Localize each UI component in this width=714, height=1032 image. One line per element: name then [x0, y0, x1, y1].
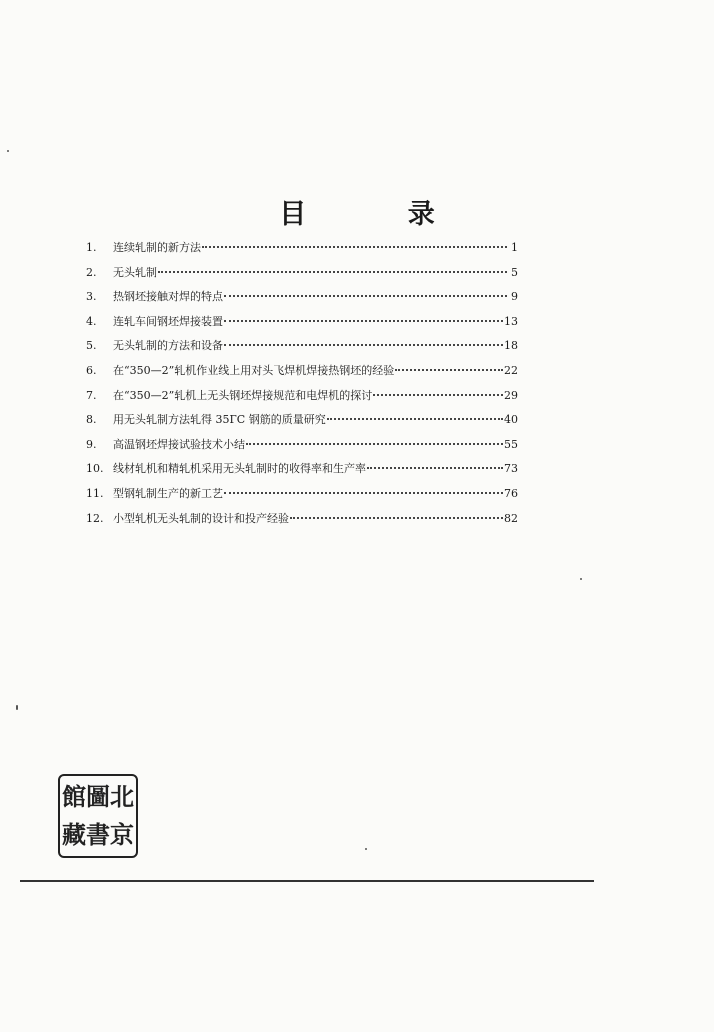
- toc-entry: [86, 266, 518, 291]
- toc-entry: [86, 487, 518, 512]
- toc-page: 82: [504, 511, 518, 525]
- stamp-char: 北: [110, 782, 134, 811]
- toc-number: 11.: [86, 486, 104, 500]
- library-seal-stamp: [58, 774, 138, 858]
- toc-title: 连续轧制的新方法: [113, 241, 201, 254]
- toc-number: 9.: [86, 437, 97, 451]
- toc-number: 3.: [86, 290, 97, 304]
- stamp-char: 京: [110, 820, 134, 849]
- stamp-char: 書: [86, 820, 110, 849]
- stamp-char: 藏: [62, 820, 86, 849]
- toc-number: 4.: [86, 314, 97, 328]
- toc-leader: [202, 246, 507, 248]
- toc-number: 6.: [86, 363, 97, 377]
- scan-speck: [580, 578, 582, 580]
- scan-speck: [365, 848, 367, 850]
- page-title: 目 录: [279, 199, 481, 230]
- toc-title: 在“350—2”轧机作业线上用对头飞焊机焊接热钢坯的经验: [113, 363, 395, 377]
- toc-page: 5: [511, 265, 518, 279]
- toc-number: 10.: [86, 462, 104, 476]
- toc-leader: [158, 271, 507, 273]
- toc-page: 18: [504, 339, 518, 353]
- toc-title: 无头轧制的方法和设备: [113, 339, 223, 353]
- toc-entry: [86, 462, 518, 487]
- toc-page: 9: [511, 290, 518, 304]
- toc-page: 22: [504, 363, 518, 377]
- toc-title: 高温钢坯焊接试验技术小结: [113, 437, 245, 451]
- toc-entry: [86, 389, 518, 414]
- toc-title: 无头轧制: [113, 265, 157, 279]
- toc-title: 热钢坯接触对焊的特点: [113, 290, 223, 304]
- toc-entry: [86, 364, 518, 389]
- toc-leader: [246, 443, 503, 445]
- toc-title: 型钢轧制生产的新工艺: [113, 486, 223, 500]
- bottom-rule: [20, 880, 594, 882]
- toc-number: 5.: [86, 339, 97, 353]
- toc-title: 用无头轧制方法轧得 35ГС 钢筋的质量研究: [113, 413, 326, 427]
- toc-leader: [224, 492, 503, 494]
- toc-page: 73: [504, 462, 518, 476]
- toc-leader: [224, 344, 503, 346]
- toc-leader: [395, 369, 503, 371]
- toc-entry: [86, 315, 518, 340]
- scan-speck: [16, 705, 18, 710]
- toc-leader: [290, 517, 503, 519]
- toc-number: 2.: [86, 265, 97, 279]
- toc-page: 29: [504, 388, 518, 402]
- toc-entry: [86, 290, 518, 315]
- toc-page: 1: [511, 241, 518, 254]
- toc-page: 13: [504, 314, 518, 328]
- toc-entry: [86, 413, 518, 438]
- toc-entry: [86, 438, 518, 463]
- toc-leader: [373, 394, 503, 396]
- toc-leader: [367, 467, 503, 469]
- toc-title: 线材轧机和精轧机采用无头轧制时的收得率和生产率: [113, 462, 366, 476]
- stamp-char: 館: [62, 782, 86, 811]
- toc-entry: [86, 512, 518, 537]
- table-of-contents: [86, 241, 518, 536]
- toc-entry: [86, 241, 518, 266]
- toc-number: 8.: [86, 413, 97, 427]
- toc-number: 7.: [86, 388, 97, 402]
- toc-title: 在“350—2”轧机上无头钢坯焊接规范和电焊机的探讨: [113, 388, 373, 402]
- toc-leader: [327, 418, 503, 420]
- stamp-char: 圖: [86, 782, 110, 811]
- toc-page: 55: [504, 437, 518, 451]
- toc-entry: [86, 339, 518, 364]
- toc-page: 40: [504, 413, 518, 427]
- toc-number: 12.: [86, 511, 104, 525]
- toc-title: 连轧车间钢坯焊接装置: [113, 314, 223, 328]
- toc-leader: [224, 320, 503, 322]
- toc-page: 76: [504, 486, 518, 500]
- toc-title: 小型轧机无头轧制的设计和投产经验: [113, 511, 289, 525]
- toc-number: 1.: [86, 241, 97, 254]
- toc-leader: [224, 295, 507, 297]
- scan-speck: [7, 150, 9, 152]
